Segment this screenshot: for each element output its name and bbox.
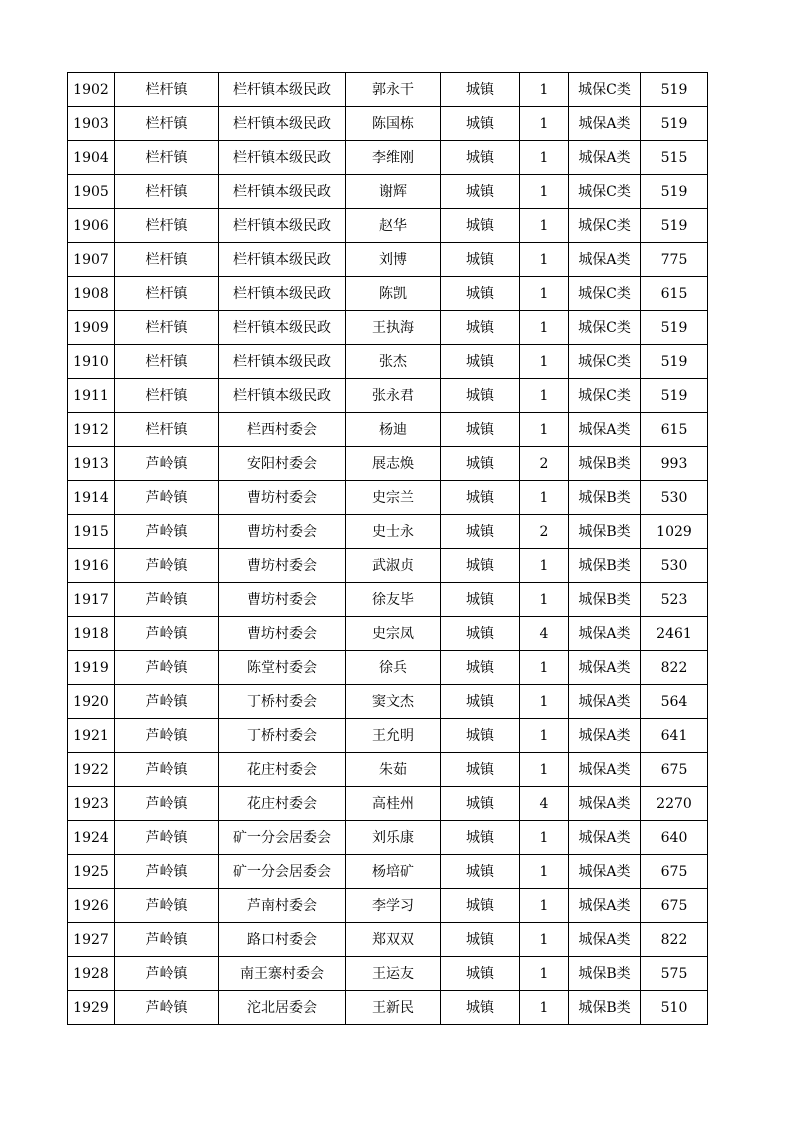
town-cell: 芦岭镇 bbox=[115, 753, 219, 787]
category-cell: 城保A类 bbox=[569, 243, 641, 277]
household-count-cell: 1 bbox=[520, 311, 569, 345]
category-cell: 城保A类 bbox=[569, 651, 641, 685]
table-row bbox=[68, 413, 708, 447]
name-cell: 赵华 bbox=[346, 209, 441, 243]
amount-cell: 510 bbox=[641, 991, 708, 1025]
name-cell: 高桂州 bbox=[346, 787, 441, 821]
table-row bbox=[68, 515, 708, 549]
amount-cell: 519 bbox=[641, 73, 708, 107]
household-count-cell: 1 bbox=[520, 821, 569, 855]
town-cell: 芦岭镇 bbox=[115, 821, 219, 855]
row-number: 1907 bbox=[68, 243, 115, 277]
area-cell: 城镇 bbox=[441, 447, 520, 481]
household-count-cell: 1 bbox=[520, 277, 569, 311]
name-cell: 徐友毕 bbox=[346, 583, 441, 617]
unit-cell: 陈堂村委会 bbox=[219, 651, 346, 685]
town-cell: 栏杆镇 bbox=[115, 379, 219, 413]
table-row bbox=[68, 209, 708, 243]
area-cell: 城镇 bbox=[441, 107, 520, 141]
town-cell: 栏杆镇 bbox=[115, 345, 219, 379]
category-cell: 城保A类 bbox=[569, 855, 641, 889]
area-cell: 城镇 bbox=[441, 379, 520, 413]
name-cell: 杨培矿 bbox=[346, 855, 441, 889]
unit-cell: 芦南村委会 bbox=[219, 889, 346, 923]
row-number: 1927 bbox=[68, 923, 115, 957]
table-row bbox=[68, 447, 708, 481]
area-cell: 城镇 bbox=[441, 515, 520, 549]
household-count-cell: 1 bbox=[520, 175, 569, 209]
household-count-cell: 4 bbox=[520, 617, 569, 651]
table-row bbox=[68, 549, 708, 583]
row-number: 1916 bbox=[68, 549, 115, 583]
amount-cell: 822 bbox=[641, 923, 708, 957]
table-row bbox=[68, 991, 708, 1025]
town-cell: 栏杆镇 bbox=[115, 311, 219, 345]
row-number: 1922 bbox=[68, 753, 115, 787]
amount-cell: 675 bbox=[641, 753, 708, 787]
row-number: 1923 bbox=[68, 787, 115, 821]
unit-cell: 矿一分会居委会 bbox=[219, 855, 346, 889]
area-cell: 城镇 bbox=[441, 175, 520, 209]
row-number: 1925 bbox=[68, 855, 115, 889]
area-cell: 城镇 bbox=[441, 719, 520, 753]
town-cell: 芦岭镇 bbox=[115, 889, 219, 923]
household-count-cell: 1 bbox=[520, 923, 569, 957]
unit-cell: 曹坊村委会 bbox=[219, 481, 346, 515]
category-cell: 城保B类 bbox=[569, 515, 641, 549]
table-row bbox=[68, 753, 708, 787]
table-row bbox=[68, 481, 708, 515]
row-number: 1924 bbox=[68, 821, 115, 855]
household-count-cell: 1 bbox=[520, 141, 569, 175]
town-cell: 栏杆镇 bbox=[115, 141, 219, 175]
table-row bbox=[68, 651, 708, 685]
household-count-cell: 1 bbox=[520, 345, 569, 379]
amount-cell: 515 bbox=[641, 141, 708, 175]
unit-cell: 栏杆镇本级民政 bbox=[219, 175, 346, 209]
amount-cell: 519 bbox=[641, 107, 708, 141]
area-cell: 城镇 bbox=[441, 311, 520, 345]
name-cell: 王执海 bbox=[346, 311, 441, 345]
table-row bbox=[68, 73, 708, 107]
household-count-cell: 1 bbox=[520, 889, 569, 923]
town-cell: 芦岭镇 bbox=[115, 481, 219, 515]
table-row bbox=[68, 311, 708, 345]
row-number: 1905 bbox=[68, 175, 115, 209]
table-row bbox=[68, 107, 708, 141]
unit-cell: 栏杆镇本级民政 bbox=[219, 379, 346, 413]
name-cell: 陈凯 bbox=[346, 277, 441, 311]
category-cell: 城保C类 bbox=[569, 277, 641, 311]
name-cell: 展志焕 bbox=[346, 447, 441, 481]
row-number: 1910 bbox=[68, 345, 115, 379]
household-count-cell: 1 bbox=[520, 651, 569, 685]
household-count-cell: 1 bbox=[520, 73, 569, 107]
table-row bbox=[68, 583, 708, 617]
amount-cell: 519 bbox=[641, 175, 708, 209]
area-cell: 城镇 bbox=[441, 413, 520, 447]
category-cell: 城保A类 bbox=[569, 685, 641, 719]
amount-cell: 1029 bbox=[641, 515, 708, 549]
name-cell: 李维刚 bbox=[346, 141, 441, 175]
town-cell: 栏杆镇 bbox=[115, 175, 219, 209]
amount-cell: 2461 bbox=[641, 617, 708, 651]
area-cell: 城镇 bbox=[441, 209, 520, 243]
area-cell: 城镇 bbox=[441, 549, 520, 583]
household-count-cell: 1 bbox=[520, 957, 569, 991]
name-cell: 武淑贞 bbox=[346, 549, 441, 583]
table-row bbox=[68, 141, 708, 175]
household-count-cell: 1 bbox=[520, 753, 569, 787]
town-cell: 栏杆镇 bbox=[115, 209, 219, 243]
household-count-cell: 1 bbox=[520, 107, 569, 141]
row-number: 1908 bbox=[68, 277, 115, 311]
row-number: 1903 bbox=[68, 107, 115, 141]
area-cell: 城镇 bbox=[441, 685, 520, 719]
name-cell: 王允明 bbox=[346, 719, 441, 753]
unit-cell: 栏杆镇本级民政 bbox=[219, 345, 346, 379]
row-number: 1917 bbox=[68, 583, 115, 617]
household-count-cell: 1 bbox=[520, 549, 569, 583]
table-row bbox=[68, 821, 708, 855]
category-cell: 城保B类 bbox=[569, 447, 641, 481]
unit-cell: 栏杆镇本级民政 bbox=[219, 277, 346, 311]
unit-cell: 矿一分会居委会 bbox=[219, 821, 346, 855]
name-cell: 杨迪 bbox=[346, 413, 441, 447]
unit-cell: 花庄村委会 bbox=[219, 787, 346, 821]
area-cell: 城镇 bbox=[441, 73, 520, 107]
category-cell: 城保A类 bbox=[569, 617, 641, 651]
unit-cell: 栏杆镇本级民政 bbox=[219, 141, 346, 175]
row-number: 1913 bbox=[68, 447, 115, 481]
row-number: 1906 bbox=[68, 209, 115, 243]
area-cell: 城镇 bbox=[441, 855, 520, 889]
name-cell: 史宗凤 bbox=[346, 617, 441, 651]
category-cell: 城保A类 bbox=[569, 413, 641, 447]
row-number: 1902 bbox=[68, 73, 115, 107]
row-number: 1918 bbox=[68, 617, 115, 651]
amount-cell: 523 bbox=[641, 583, 708, 617]
row-number: 1928 bbox=[68, 957, 115, 991]
town-cell: 芦岭镇 bbox=[115, 549, 219, 583]
amount-cell: 615 bbox=[641, 413, 708, 447]
name-cell: 刘博 bbox=[346, 243, 441, 277]
household-count-cell: 1 bbox=[520, 685, 569, 719]
row-number: 1911 bbox=[68, 379, 115, 413]
unit-cell: 栏西村委会 bbox=[219, 413, 346, 447]
name-cell: 朱茹 bbox=[346, 753, 441, 787]
category-cell: 城保A类 bbox=[569, 889, 641, 923]
row-number: 1926 bbox=[68, 889, 115, 923]
name-cell: 王运友 bbox=[346, 957, 441, 991]
amount-cell: 530 bbox=[641, 549, 708, 583]
amount-cell: 675 bbox=[641, 855, 708, 889]
category-cell: 城保A类 bbox=[569, 923, 641, 957]
unit-cell: 栏杆镇本级民政 bbox=[219, 73, 346, 107]
category-cell: 城保A类 bbox=[569, 141, 641, 175]
category-cell: 城保B类 bbox=[569, 957, 641, 991]
table-row bbox=[68, 719, 708, 753]
table-row bbox=[68, 617, 708, 651]
area-cell: 城镇 bbox=[441, 277, 520, 311]
name-cell: 王新民 bbox=[346, 991, 441, 1025]
amount-cell: 2270 bbox=[641, 787, 708, 821]
amount-cell: 519 bbox=[641, 345, 708, 379]
household-count-cell: 1 bbox=[520, 855, 569, 889]
category-cell: 城保B类 bbox=[569, 583, 641, 617]
area-cell: 城镇 bbox=[441, 651, 520, 685]
area-cell: 城镇 bbox=[441, 141, 520, 175]
household-count-cell: 4 bbox=[520, 787, 569, 821]
name-cell: 郑双双 bbox=[346, 923, 441, 957]
row-number: 1909 bbox=[68, 311, 115, 345]
category-cell: 城保B类 bbox=[569, 991, 641, 1025]
town-cell: 栏杆镇 bbox=[115, 243, 219, 277]
town-cell: 芦岭镇 bbox=[115, 617, 219, 651]
row-number: 1904 bbox=[68, 141, 115, 175]
household-count-cell: 1 bbox=[520, 583, 569, 617]
amount-cell: 564 bbox=[641, 685, 708, 719]
row-number: 1915 bbox=[68, 515, 115, 549]
unit-cell: 丁桥村委会 bbox=[219, 685, 346, 719]
town-cell: 芦岭镇 bbox=[115, 651, 219, 685]
area-cell: 城镇 bbox=[441, 821, 520, 855]
household-count-cell: 2 bbox=[520, 515, 569, 549]
table-row bbox=[68, 787, 708, 821]
unit-cell: 丁桥村委会 bbox=[219, 719, 346, 753]
unit-cell: 栏杆镇本级民政 bbox=[219, 107, 346, 141]
household-count-cell: 1 bbox=[520, 209, 569, 243]
unit-cell: 沱北居委会 bbox=[219, 991, 346, 1025]
table-row bbox=[68, 957, 708, 991]
household-count-cell: 1 bbox=[520, 413, 569, 447]
row-number: 1914 bbox=[68, 481, 115, 515]
unit-cell: 花庄村委会 bbox=[219, 753, 346, 787]
area-cell: 城镇 bbox=[441, 617, 520, 651]
category-cell: 城保A类 bbox=[569, 753, 641, 787]
table-row bbox=[68, 175, 708, 209]
amount-cell: 822 bbox=[641, 651, 708, 685]
category-cell: 城保C类 bbox=[569, 311, 641, 345]
row-number: 1912 bbox=[68, 413, 115, 447]
household-count-cell: 1 bbox=[520, 991, 569, 1025]
household-count-cell: 1 bbox=[520, 481, 569, 515]
unit-cell: 栏杆镇本级民政 bbox=[219, 311, 346, 345]
amount-cell: 775 bbox=[641, 243, 708, 277]
roster-body bbox=[68, 73, 708, 1025]
name-cell: 陈国栋 bbox=[346, 107, 441, 141]
household-count-cell: 1 bbox=[520, 379, 569, 413]
amount-cell: 615 bbox=[641, 277, 708, 311]
unit-cell: 曹坊村委会 bbox=[219, 515, 346, 549]
town-cell: 芦岭镇 bbox=[115, 957, 219, 991]
town-cell: 芦岭镇 bbox=[115, 787, 219, 821]
category-cell: 城保A类 bbox=[569, 821, 641, 855]
amount-cell: 530 bbox=[641, 481, 708, 515]
category-cell: 城保B类 bbox=[569, 549, 641, 583]
table-row bbox=[68, 345, 708, 379]
area-cell: 城镇 bbox=[441, 345, 520, 379]
amount-cell: 675 bbox=[641, 889, 708, 923]
town-cell: 栏杆镇 bbox=[115, 413, 219, 447]
town-cell: 芦岭镇 bbox=[115, 855, 219, 889]
area-cell: 城镇 bbox=[441, 753, 520, 787]
row-number: 1921 bbox=[68, 719, 115, 753]
table-row bbox=[68, 685, 708, 719]
amount-cell: 519 bbox=[641, 379, 708, 413]
row-number: 1929 bbox=[68, 991, 115, 1025]
area-cell: 城镇 bbox=[441, 481, 520, 515]
area-cell: 城镇 bbox=[441, 243, 520, 277]
category-cell: 城保A类 bbox=[569, 107, 641, 141]
name-cell: 刘乐康 bbox=[346, 821, 441, 855]
row-number: 1920 bbox=[68, 685, 115, 719]
amount-cell: 575 bbox=[641, 957, 708, 991]
amount-cell: 640 bbox=[641, 821, 708, 855]
table-row bbox=[68, 889, 708, 923]
name-cell: 徐兵 bbox=[346, 651, 441, 685]
area-cell: 城镇 bbox=[441, 583, 520, 617]
category-cell: 城保C类 bbox=[569, 73, 641, 107]
category-cell: 城保A类 bbox=[569, 719, 641, 753]
unit-cell: 栏杆镇本级民政 bbox=[219, 209, 346, 243]
amount-cell: 519 bbox=[641, 209, 708, 243]
benefit-roster-table bbox=[67, 72, 708, 1025]
area-cell: 城镇 bbox=[441, 889, 520, 923]
amount-cell: 519 bbox=[641, 311, 708, 345]
name-cell: 史士永 bbox=[346, 515, 441, 549]
name-cell: 史宗兰 bbox=[346, 481, 441, 515]
town-cell: 栏杆镇 bbox=[115, 107, 219, 141]
unit-cell: 曹坊村委会 bbox=[219, 617, 346, 651]
town-cell: 芦岭镇 bbox=[115, 719, 219, 753]
name-cell: 张永君 bbox=[346, 379, 441, 413]
category-cell: 城保C类 bbox=[569, 175, 641, 209]
category-cell: 城保C类 bbox=[569, 379, 641, 413]
area-cell: 城镇 bbox=[441, 787, 520, 821]
town-cell: 芦岭镇 bbox=[115, 583, 219, 617]
category-cell: 城保C类 bbox=[569, 345, 641, 379]
table-row bbox=[68, 243, 708, 277]
category-cell: 城保A类 bbox=[569, 787, 641, 821]
unit-cell: 曹坊村委会 bbox=[219, 583, 346, 617]
table-row bbox=[68, 277, 708, 311]
town-cell: 芦岭镇 bbox=[115, 923, 219, 957]
name-cell: 窦文杰 bbox=[346, 685, 441, 719]
town-cell: 芦岭镇 bbox=[115, 447, 219, 481]
amount-cell: 641 bbox=[641, 719, 708, 753]
name-cell: 郭永干 bbox=[346, 73, 441, 107]
table-row bbox=[68, 379, 708, 413]
amount-cell: 993 bbox=[641, 447, 708, 481]
household-count-cell: 1 bbox=[520, 719, 569, 753]
table-row bbox=[68, 923, 708, 957]
town-cell: 栏杆镇 bbox=[115, 277, 219, 311]
unit-cell: 曹坊村委会 bbox=[219, 549, 346, 583]
town-cell: 栏杆镇 bbox=[115, 73, 219, 107]
area-cell: 城镇 bbox=[441, 991, 520, 1025]
town-cell: 芦岭镇 bbox=[115, 991, 219, 1025]
household-count-cell: 1 bbox=[520, 243, 569, 277]
name-cell: 张杰 bbox=[346, 345, 441, 379]
row-number: 1919 bbox=[68, 651, 115, 685]
name-cell: 李学习 bbox=[346, 889, 441, 923]
unit-cell: 安阳村委会 bbox=[219, 447, 346, 481]
category-cell: 城保B类 bbox=[569, 481, 641, 515]
household-count-cell: 2 bbox=[520, 447, 569, 481]
category-cell: 城保C类 bbox=[569, 209, 641, 243]
table-row bbox=[68, 855, 708, 889]
unit-cell: 路口村委会 bbox=[219, 923, 346, 957]
unit-cell: 栏杆镇本级民政 bbox=[219, 243, 346, 277]
name-cell: 谢辉 bbox=[346, 175, 441, 209]
area-cell: 城镇 bbox=[441, 957, 520, 991]
unit-cell: 南王寨村委会 bbox=[219, 957, 346, 991]
area-cell: 城镇 bbox=[441, 923, 520, 957]
town-cell: 芦岭镇 bbox=[115, 515, 219, 549]
town-cell: 芦岭镇 bbox=[115, 685, 219, 719]
